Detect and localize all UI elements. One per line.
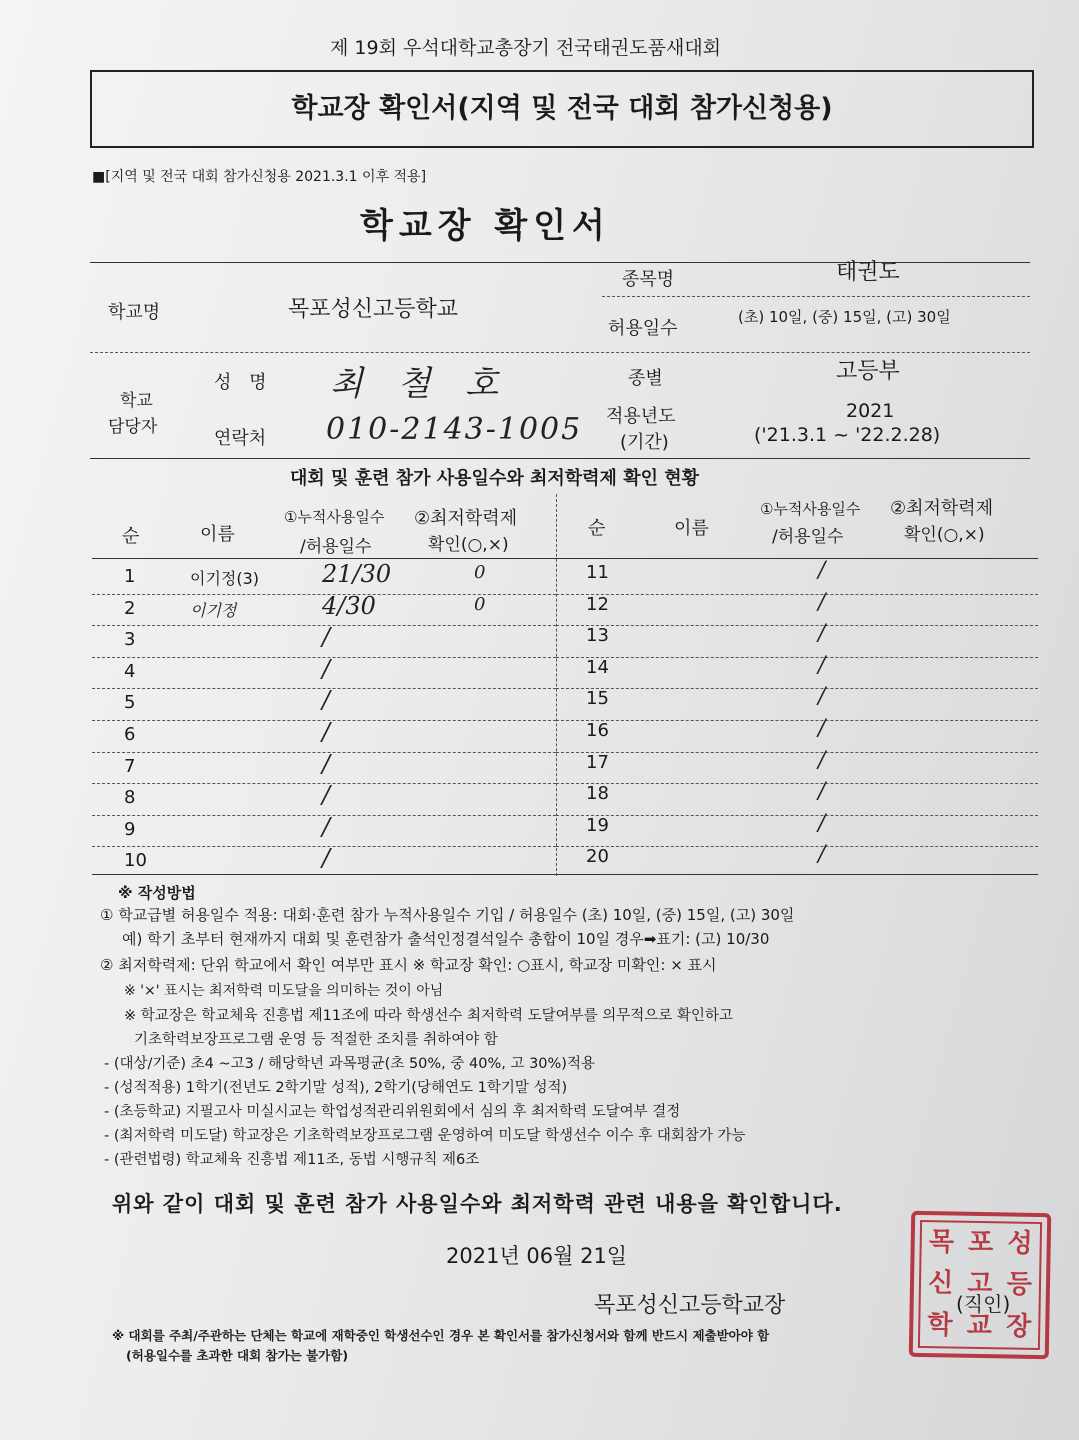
table-center-divider bbox=[556, 494, 557, 876]
instruction-line: ※ '×' 표시는 최저학력 미도달을 의미하는 것이 아님 bbox=[124, 983, 444, 999]
row-days: / bbox=[818, 652, 826, 678]
header-check2-right: 확인(○,×) bbox=[904, 525, 985, 545]
confirm-statement: 위와 같이 대회 및 훈련 참가 사용일수와 최저학력 관련 내용을 확인합니다. bbox=[112, 1192, 843, 1216]
year-label-1: 적용년도 bbox=[606, 406, 676, 427]
table-header-divider bbox=[92, 558, 1038, 559]
header-days2-right: /허용일수 bbox=[772, 527, 844, 547]
event-title: 제 19회 우석대학교총장기 전국태권도품새대회 bbox=[330, 37, 722, 59]
header-no-right: 순 bbox=[588, 518, 606, 539]
contact-label-1: 학교 bbox=[120, 391, 153, 411]
divider-info-1 bbox=[90, 352, 1030, 353]
row-check: 0 bbox=[474, 593, 486, 615]
signer: 목포성신고등학교장 bbox=[594, 1293, 786, 1318]
confirm-date: 2021년 06월 21일 bbox=[446, 1244, 628, 1268]
header-check1-right: ②최저학력제 bbox=[890, 498, 994, 519]
header-name-right: 이름 bbox=[674, 518, 709, 539]
instruction-line: ② 최저학력제: 단위 학교에서 확인 여부만 표시 ※ 학교장 확인: ○표시, 학교장 미확인: × 표시 bbox=[100, 956, 717, 974]
stamp-char: 학 bbox=[927, 1309, 953, 1341]
row-divider bbox=[556, 720, 1038, 721]
row-days: / bbox=[818, 747, 826, 773]
name-value: 최 철 호 bbox=[330, 364, 511, 404]
instruction-line: - (최저학력 미도달) 학교장은 기초학력보장프로그램 운영하여 미도달 학생선수 이수 후 대회참가 가능 bbox=[104, 1128, 746, 1144]
instruction-line: - (성적적용) 1학기(전년도 2학기말 성적), 2학기(당해연도 1학기말 성적) bbox=[104, 1080, 568, 1096]
row-number: 16 bbox=[586, 720, 609, 741]
row-days: / bbox=[818, 842, 826, 868]
row-divider bbox=[556, 783, 1038, 784]
year-value-2: ('21.3.1 ~ '22.2.28) bbox=[754, 424, 941, 446]
table-bottom bbox=[92, 874, 1038, 875]
box-title: 학교장 확인서(지역 및 전국 대회 참가신청용) bbox=[291, 93, 833, 124]
seal-label: (직인) bbox=[956, 1292, 1011, 1316]
row-divider bbox=[556, 657, 1038, 658]
main-title: 학교장 확인서 bbox=[360, 206, 611, 246]
stamp-char: 장 bbox=[1005, 1311, 1032, 1342]
row-divider bbox=[556, 752, 1038, 753]
row-days: / bbox=[322, 844, 331, 873]
row-days: / bbox=[322, 812, 331, 841]
stamp-char: 포 bbox=[967, 1227, 994, 1259]
row-days: / bbox=[818, 779, 826, 805]
row-days: 21/30 bbox=[322, 560, 392, 588]
row-number: 10 bbox=[124, 850, 147, 872]
contact-label-2: 담당자 bbox=[108, 417, 158, 437]
row-number: 8 bbox=[124, 787, 136, 809]
header-check2-left: 확인(○,×) bbox=[428, 535, 509, 555]
instructions-heading: ※ 작성방법 bbox=[118, 884, 196, 902]
row-number: 9 bbox=[124, 818, 136, 840]
stamp-char: 목 bbox=[928, 1227, 955, 1258]
row-days: / bbox=[322, 749, 331, 778]
row-days: / bbox=[322, 781, 331, 810]
stamp-char: 성 bbox=[1007, 1228, 1033, 1259]
row-number: 7 bbox=[124, 755, 136, 777]
row-days: / bbox=[818, 810, 826, 836]
row-days: / bbox=[322, 654, 331, 683]
row-name: 이기정(3) bbox=[190, 569, 260, 588]
row-number: 3 bbox=[124, 629, 136, 651]
row-divider bbox=[556, 815, 1038, 816]
row-divider bbox=[556, 688, 1038, 689]
row-number: 12 bbox=[586, 593, 609, 615]
row-days: / bbox=[818, 589, 826, 615]
row-number: 17 bbox=[586, 751, 609, 773]
instruction-line: - (초등학교) 지필고사 미실시교는 학업성적관리위원회에서 심의 후 최저학력 도달여부 결정 bbox=[104, 1104, 681, 1120]
row-divider bbox=[556, 846, 1038, 847]
sport-value: 태권도 bbox=[836, 260, 900, 285]
allowed-label: 허용일수 bbox=[608, 318, 678, 339]
row-number: 11 bbox=[586, 562, 609, 583]
table-title: 대회 및 훈련 참가 사용일수와 최저학력제 확인 현황 bbox=[290, 468, 700, 489]
row-number: 5 bbox=[124, 692, 136, 714]
footer-note-1: ※ 대회를 주최/주관하는 단체는 학교에 재학중인 학생선수인 경우 본 확인서를 참가신청서와 함께 반드시 제출받아야 함 bbox=[112, 1328, 770, 1343]
row-number: 15 bbox=[586, 688, 609, 710]
year-value-1: 2021 bbox=[846, 400, 895, 422]
row-number: 13 bbox=[586, 625, 609, 647]
row-days: / bbox=[818, 558, 826, 583]
allowed-value: (초) 10일, (중) 15일, (고) 30일 bbox=[738, 308, 951, 326]
row-days: / bbox=[322, 623, 331, 652]
row-days: / bbox=[818, 716, 826, 741]
phone-label: 연락처 bbox=[214, 428, 267, 449]
instruction-line: - (대상/기준) 초4 ~고3 / 해당학년 과목평균(초 50%, 중 40%, 고 30%)적용 bbox=[104, 1056, 595, 1072]
row-days: 4/30 bbox=[322, 591, 376, 620]
division-label: 종별 bbox=[628, 368, 663, 389]
instruction-line: 예) 학기 초부터 현재까지 대회 및 훈련참가 출석인정결석일수 총합이 10일 경우➡표기: (고) 10/30 bbox=[122, 930, 770, 948]
row-number: 20 bbox=[586, 846, 609, 868]
row-number: 19 bbox=[586, 814, 609, 836]
divider-info-2 bbox=[90, 458, 1030, 459]
header-days1-right: ①누적사용일수 bbox=[760, 500, 861, 518]
instruction-line: ※ 학교장은 학교체육 진흥법 제11조에 따라 학생선수 최저학력 도달여부를 의무적으로 확인하고 bbox=[124, 1008, 733, 1024]
header-name-left: 이름 bbox=[200, 524, 235, 545]
header-days1-left: ①누적사용일수 bbox=[284, 508, 385, 526]
row-number: 4 bbox=[124, 660, 136, 682]
header-no-left: 순 bbox=[122, 526, 140, 547]
row-divider bbox=[556, 594, 1038, 595]
school-label: 학교명 bbox=[108, 302, 161, 323]
row-days: / bbox=[818, 621, 826, 647]
footer-note-2: (허용일수를 초과한 대회 참가는 불가함) bbox=[126, 1348, 349, 1363]
row-days: / bbox=[322, 718, 331, 746]
row-number: 6 bbox=[124, 724, 136, 745]
row-check: 0 bbox=[474, 562, 486, 583]
school-seal-stamp bbox=[909, 1211, 1052, 1359]
stamp-char: 신 bbox=[927, 1268, 954, 1299]
division-value: 고등부 bbox=[836, 359, 900, 384]
instruction-line: 기초학력보장프로그램 운영 등 적절한 조치를 취하여야 함 bbox=[134, 1032, 498, 1048]
row-number: 2 bbox=[124, 597, 136, 619]
instruction-line: - (관련법령) 학교체육 진흥법 제11조, 동법 시행규칙 제6조 bbox=[104, 1152, 480, 1168]
sport-divider bbox=[602, 296, 1030, 297]
name-label: 성 명 bbox=[214, 372, 273, 393]
sport-label: 종목명 bbox=[622, 269, 675, 290]
instruction-line: ① 학교급별 허용일수 적용: 대회·훈련 참가 누적사용일수 기입 / 허용일수 (초) 10일, (중) 15일, (고) 30일 bbox=[100, 906, 795, 924]
row-name: 이기정 bbox=[190, 600, 237, 620]
year-label-2: (기간) bbox=[620, 432, 669, 453]
row-number: 18 bbox=[586, 783, 609, 805]
row-number: 1 bbox=[124, 566, 136, 587]
row-divider bbox=[556, 625, 1038, 626]
school-value: 목포성신고등학교 bbox=[288, 297, 459, 322]
stamp-char: 등 bbox=[1006, 1269, 1033, 1301]
row-number: 14 bbox=[586, 656, 609, 678]
row-days: / bbox=[818, 684, 826, 710]
header-days2-left: /허용일수 bbox=[300, 537, 372, 557]
top-note: ■[지역 및 전국 대회 참가신청용 2021.3.1 이후 적용] bbox=[92, 169, 427, 185]
stamp-char: 교 bbox=[966, 1310, 993, 1341]
header-check1-left: ②최저학력제 bbox=[414, 508, 518, 529]
phone-value: 010-2143-1005 bbox=[326, 412, 583, 447]
row-days: / bbox=[322, 686, 331, 715]
stamp-char: 고 bbox=[967, 1269, 993, 1300]
